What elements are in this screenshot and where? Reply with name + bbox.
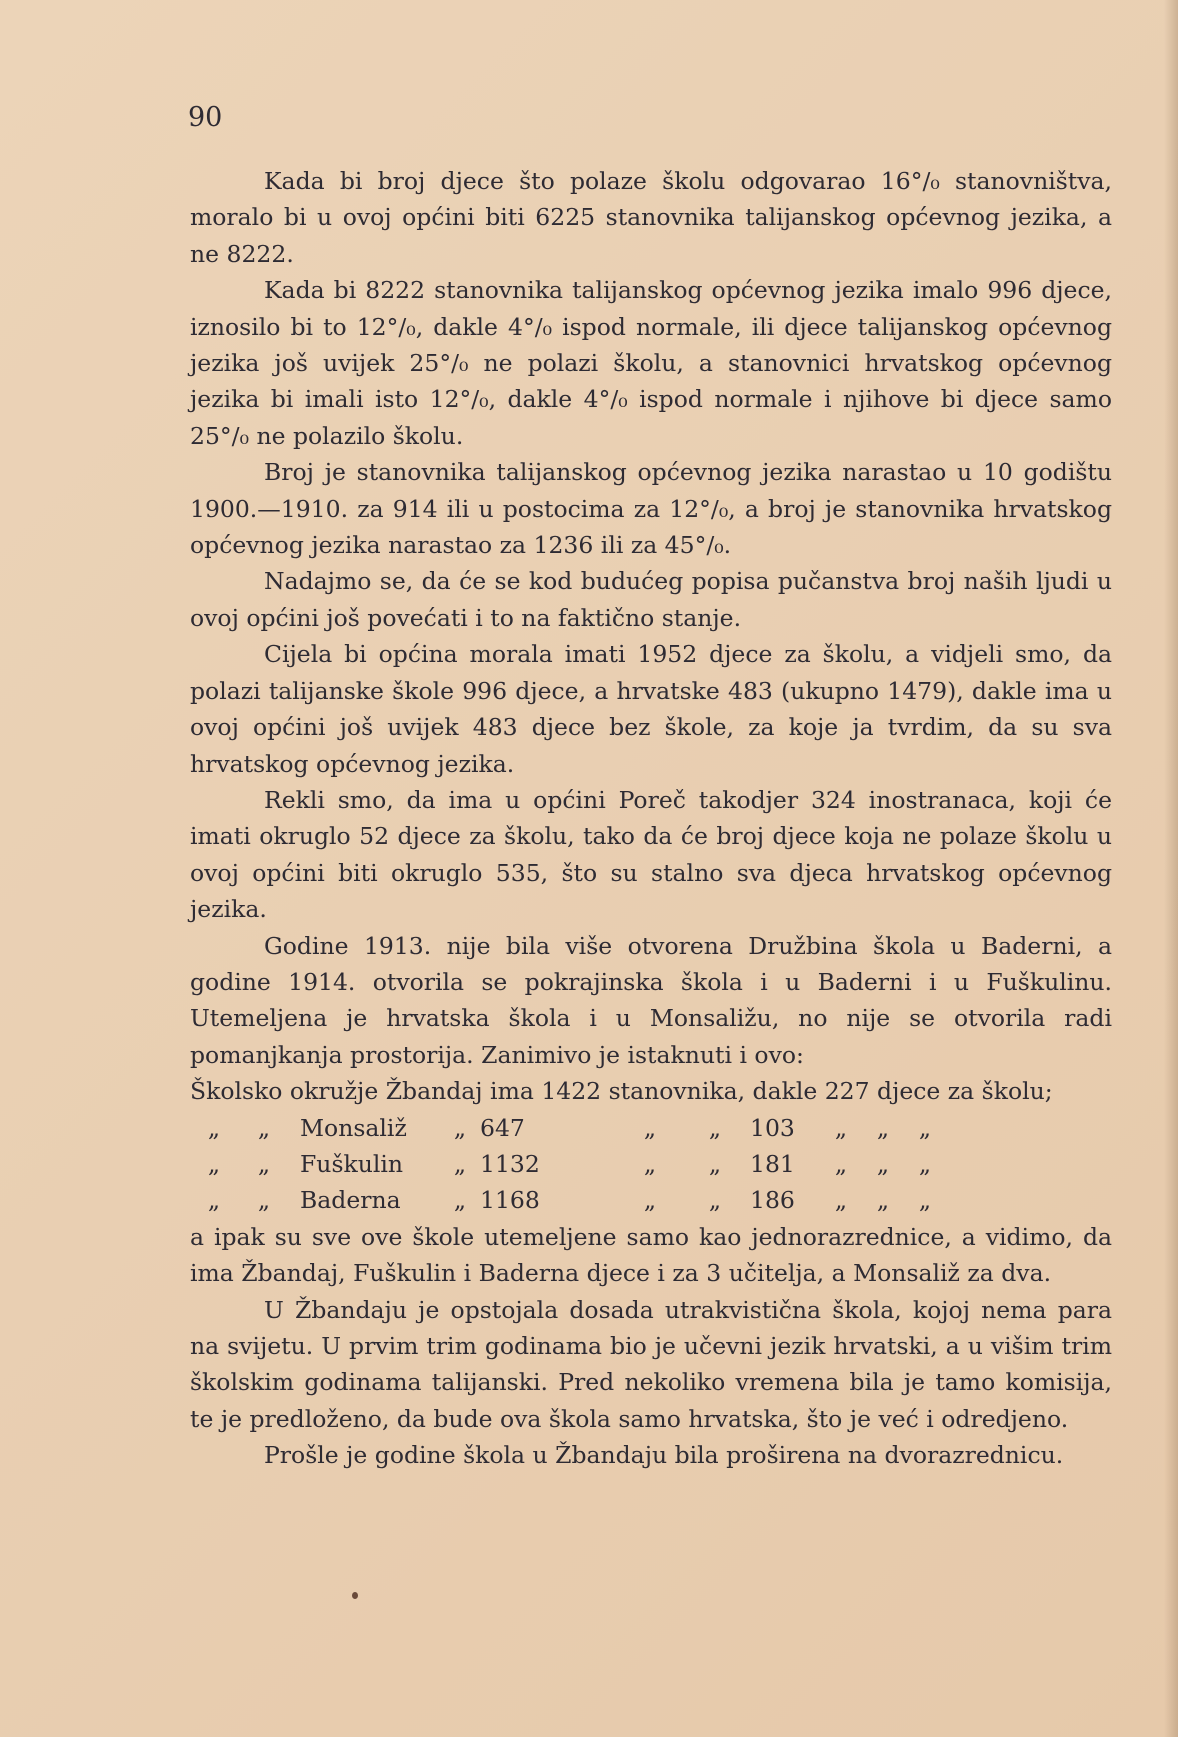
ink-spot xyxy=(352,1592,358,1599)
ditto-mark: „ xyxy=(918,1113,932,1142)
ditto-mark: „ xyxy=(876,1186,890,1215)
ditto-mark: „ xyxy=(643,1149,657,1178)
paragraph: U Žbandaju je opstojala dosada utrakvistična škola, kojoj nema para na svijetu. U prvim trim godinama bio je učevni jezik hrvatski, a u višim trim školskim godinama talijanski. Pred nekoliko vremena bila je tamo komisija, te je predloženo, da bude ova škola samo hrvatska, što je već i odredjeno. xyxy=(190,1295,1112,1433)
ditto-mark: „ xyxy=(453,1186,467,1215)
ditto-mark: „ xyxy=(918,1186,932,1215)
table-row xyxy=(190,1110,1112,1146)
ditto-mark: „ xyxy=(453,1149,467,1178)
paragraph: Kada bi 8222 stanovnika talijanskog općevnog jezika imalo 996 djece, iznosilo bi to 12°/₀, dakle 4°/₀ ispod normale, ili djece talijanskog općevnog jezika još uvijek 25°/₀ ne polazi školu, a stanovnici hrvatskog općevnog jezika bi imali isto 12°/₀, dakle 4°/₀ ispod normale i njihove bi djece samo 25°/₀ ne polazilo školu. xyxy=(190,276,1112,450)
paragraph: Broj je stanovnika talijanskog općevnog jezika narastao u 10 godištu 1900.—1910. za 914 ili u postocima za 12°/₀, a broj je stanovnika hrvatskog općevnog jezika narastao za 1236 ili za 45°/₀. xyxy=(190,458,1112,560)
ditto-mark: „ xyxy=(453,1113,467,1142)
paragraph: a ipak su sve ove škole utemeljene samo kao jednorazrednice, a vidimo, da ima Žbandaj, Fuškulin i Baderna djece i za 3 učitelja, a Monsaliž za dva. xyxy=(190,1222,1112,1288)
district-name: Fuškulin xyxy=(300,1149,404,1178)
ditto-mark: „ xyxy=(207,1149,221,1178)
body-text xyxy=(190,163,1112,1474)
ditto-mark: „ xyxy=(257,1186,271,1215)
district-name: Baderna xyxy=(300,1186,401,1215)
ditto-mark: „ xyxy=(257,1149,271,1178)
paragraph: Nadajmo se, da će se kod budućeg popisa pučanstva broj naših ljudi u ovoj općini još povećati i to na faktično stanje. xyxy=(190,567,1112,632)
ditto-mark: „ xyxy=(834,1149,848,1178)
paragraph: Kada bi broj djece što polaze školu odgovarao 16°/₀ stanovništva, moralo bi u ovoj općini biti 6225 stanovnika talijanskog općevnog jezika, a ne 8222. xyxy=(190,167,1112,268)
children-value: 186 xyxy=(750,1186,795,1215)
paragraph: Godine 1913. nije bila više otvorena Družbina škola u Baderni, a godine 1914. otvorila se pokrajinska škola i u Baderni i u Fuškulinu. Utemeljena je hrvatska škola i u Monsaližu, no nije se otvorila radi pomanjkanja prostorija. Zanimivo je istaknuti i ovo: xyxy=(190,931,1112,1069)
population-value: 647 xyxy=(480,1113,525,1142)
population-value: 1132 xyxy=(480,1149,540,1178)
ditto-mark: „ xyxy=(876,1113,890,1142)
paragraph: Prošle je godine škola u Žbandaju bila proširena na dvorazrednicu. xyxy=(264,1441,1064,1470)
ditto-mark: „ xyxy=(918,1149,932,1178)
paragraph: Cijela bi općina morala imati 1952 djece za školu, a vidjeli smo, da polazi talijanske škole 996 djece, a hrvatske 483 (ukupno 1479), dakle ima u ovoj općini još uvijek 483 djece bez škole, za koje ja tvrdim, da su sva hrvatskog općevnog jezika. xyxy=(190,640,1112,778)
table-row-text: Školsko okružje Žbandaj ima 1422 stanovnika, dakle 227 djece za školu; xyxy=(190,1077,1053,1106)
ditto-mark: „ xyxy=(207,1113,221,1142)
ditto-mark: „ xyxy=(708,1186,722,1215)
district-name: Monsaliž xyxy=(300,1113,407,1142)
school-district-table xyxy=(190,1073,1112,1219)
ditto-mark: „ xyxy=(643,1113,657,1142)
table-row xyxy=(190,1073,1112,1109)
ditto-mark: „ xyxy=(207,1186,221,1215)
ditto-mark: „ xyxy=(257,1113,271,1142)
population-value: 1168 xyxy=(480,1186,540,1215)
table-row xyxy=(190,1182,1112,1218)
page-number: 90 xyxy=(188,102,223,133)
ditto-mark: „ xyxy=(708,1149,722,1178)
children-value: 181 xyxy=(750,1149,795,1178)
table-row xyxy=(190,1146,1112,1182)
ditto-mark: „ xyxy=(876,1149,890,1178)
ditto-mark: „ xyxy=(834,1113,848,1142)
ditto-mark: „ xyxy=(834,1186,848,1215)
paragraph: Rekli smo, da ima u općini Poreč takodjer 324 inostranaca, koji će imati okruglo 52 djece za školu, tako da će broj djece koja ne polaze školu u ovoj općini biti okruglo 535, što su stalno sva djeca hrvatskog općevnog jezika. xyxy=(190,785,1112,924)
children-value: 103 xyxy=(750,1113,795,1142)
ditto-mark: „ xyxy=(643,1186,657,1215)
ditto-mark: „ xyxy=(708,1113,722,1142)
